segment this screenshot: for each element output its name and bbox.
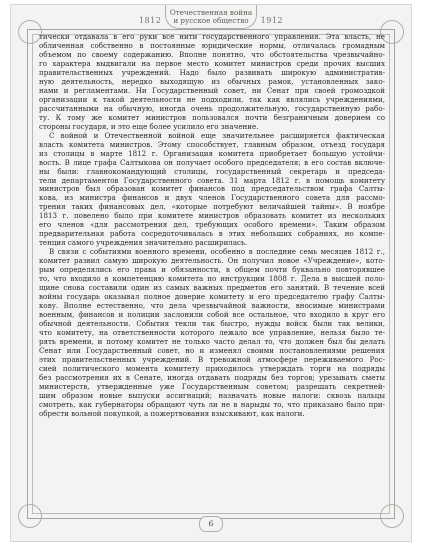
text-line: щине снова составили один из самых важных предметов его занятий. В течение всей — [39, 283, 385, 293]
text-line: власть комитета министров. Этому способствует, главным образом, отъезд государя — [39, 139, 385, 149]
text-line: министров был образован комитет финансов под председательством графа Салты- — [39, 184, 385, 194]
corner-ornament-icon — [18, 504, 42, 528]
text-line: го характера выдвигали на первое место комитет министров среди прочих высших — [39, 58, 385, 68]
text-line: сией политического момента комитету приходилось утверждать торги на подряды — [39, 363, 385, 373]
text-line: В связи с событиями военного времени, особенно в последние семь месяцев 1812 г., — [49, 247, 385, 257]
text-line: обличенная собственно в постоянные юридические нормы, отличалась громадным — [39, 40, 385, 50]
text-line: рассчитанными на обычную, иногда очень продолжительную, государственную рабо- — [39, 103, 385, 113]
text-line: нами и регламентами. Ни Государственный совет, ни Сенат при своей громоздкой — [39, 85, 385, 95]
header-book-title — [165, 5, 257, 29]
text-line: ту. К тому же комитет министров пользовался почти безграничным доверием со — [39, 112, 385, 122]
text-line: военным, финансов и полиции заслонили собой все остальное, что входило в круг его — [39, 310, 385, 320]
text-line: рым определялись его права и обязанности, в общем почти буквально повторявшее — [39, 265, 385, 275]
body-text — [39, 33, 385, 419]
text-line: правительственных учреждений. Надо было развивать широкую административ- — [39, 67, 385, 77]
text-line: комитет развил самую широкую деятельность. Он получил новое «Учреждение», кото- — [39, 256, 385, 266]
text-line: тели департаментов Государственного совета. 31 марта 1812 г. в помощь комитету — [39, 175, 385, 185]
text-line: что комитету, на ответственности которого лежало все управление, нельзя было те- — [39, 327, 385, 337]
text-line: смотреть, как губернаторы обращают чуть ли не в нарыды то, что приказано было при- — [39, 399, 385, 409]
page-header — [11, 5, 411, 33]
text-line: обрести вольной покупкой, а пожертвования взыскивают, как налоги. — [39, 408, 305, 418]
text-line: Сенат или Государственный совет, но и изменял своими постановлениями решения — [39, 345, 385, 355]
text-line: тически отдавала в его руки все нити государственного управления. Эта власть, не — [39, 32, 385, 41]
text-line: С войной и Отечественной войной еще значительнее расширяется фактическая — [49, 130, 385, 140]
text-line: его членов «для рассмотрения дел, требующих особого времени». Таким образом — [39, 220, 385, 230]
text-line: организации к такой деятельности не подходили, так как являлись учреждениями, — [39, 94, 385, 104]
book-page — [10, 4, 412, 542]
paragraph — [39, 33, 385, 132]
text-line: этих правительственных учреждений. В тревожной атмосфере переживаемого Рос- — [39, 354, 385, 364]
paragraph — [39, 248, 385, 418]
text-line: ную деятельность, нередко выходящую из обычных рамок, установленных зако- — [39, 76, 385, 86]
text-line: без рассмотрения их в Сенате, иногда отдавать подряды без торгов; урезывать сметы — [39, 372, 385, 382]
text-line: ны были: главнокомандующий столицы, государственный секретарь и председа- — [39, 166, 385, 176]
text-line: кова, из министра финансов и двух членов Государственного совета для рассмо- — [39, 193, 385, 203]
text-line: предварительная работа сосредоточивалась в этих небольших собраниях, но компе- — [39, 229, 385, 239]
header-year-right: 1912 — [260, 16, 283, 25]
text-line: вость. В лице графа Салтыкова он получает особого председателя; в его состав включе- — [39, 157, 385, 167]
text-line: трения таких финансовых дел, «которые потребуют величайшей тайны». В ноябре — [39, 202, 385, 212]
text-line: из столицы в марте 1812 г. Организация комитета приобретает большую устойчи- — [39, 148, 385, 158]
header-title-line: Отечественная война — [169, 8, 253, 17]
text-line: 1813 г. повелено было при комитете министров образовать комитет из нескольких — [39, 211, 385, 221]
text-line: войны государь оказывал полное доверие комитету и его председателю графу Салты- — [39, 292, 385, 302]
paragraph — [39, 132, 385, 249]
header-year-left: 1812 — [139, 16, 162, 25]
text-line: министерств, утвержденные уже Государственным советом; разрешать секретней- — [39, 381, 385, 391]
header-title-line: и русское общество — [173, 16, 249, 25]
text-line: объемом по своему содержанию. Вполне понятно, что обстоятельства чрезвычайно- — [39, 49, 385, 59]
text-line: обычной деятельности. События текли так быстро, нужды войск были так велики, — [39, 319, 385, 328]
text-line: рять времени, и потому комитет не только часто делал то, что должен был бы делать — [39, 336, 385, 346]
text-line: кову. Вполне естественно, что дела чрезвычайной важности, вносимые министрами — [39, 301, 385, 311]
corner-ornament-icon — [380, 504, 404, 528]
page-number: 6 — [199, 516, 223, 532]
text-line: шим образом новые выпуски ассигнаций; назначать новые налоги: сквозь пальцы — [39, 390, 385, 400]
text-line: то, что входило в компетенцию комитета по инструкции 1808 г. Дела в высшей поло- — [39, 274, 385, 284]
text-line: стороны государя, и это еще более усилило его значение. — [39, 121, 259, 131]
text-line: тенция самого учреждения значительно расширилась. — [39, 238, 248, 248]
